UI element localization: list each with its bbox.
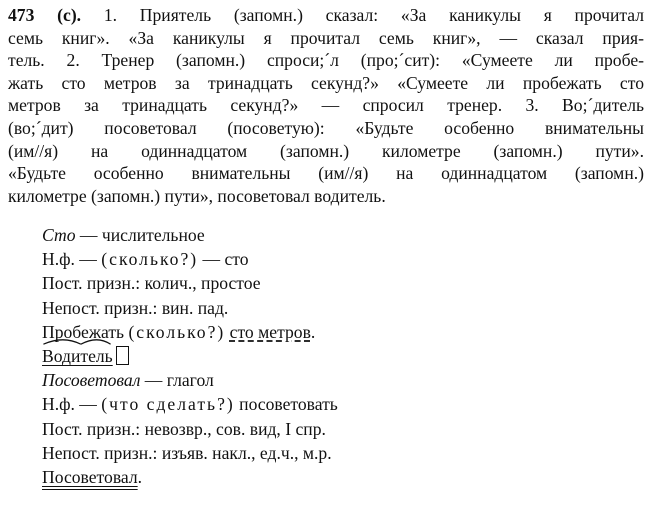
analysis-row-voditel xyxy=(42,344,642,368)
word-analysis xyxy=(42,223,642,489)
text-line-4: жать сто метров за тринадцать секунд?» «Сумеете ли пробежать сто xyxy=(8,72,644,93)
posovetoval-double-underline: Посоветовал xyxy=(42,467,138,488)
analysis-row-sto: Сто — числительное xyxy=(42,225,205,245)
text-line-9: километре (запомн.) пути», посоветовал водитель. xyxy=(8,185,386,206)
text-line-5: метров за тринадцать секунд?» — спросил тренер. 3. Во;´дитель xyxy=(8,95,644,116)
exercise-text xyxy=(8,4,644,207)
analysis-row-posov: Посоветовал — глагол xyxy=(42,370,214,391)
analysis-row-post: Пост. призн.: колич., простое xyxy=(42,273,261,294)
exercise-number: 473 (с). xyxy=(8,5,82,25)
text-line-6: (во;´дит) посоветовал (посоветую): «Будьте особенно внимательны xyxy=(8,117,644,138)
sto-metrov-underline: сто метров xyxy=(229,321,311,342)
analysis-row-nepost2: Непост. призн.: изъяв. накл., ед.ч., м.р. xyxy=(42,442,332,463)
text-line-3: тель. 2. Тренер (запомн.) спроси;´л (про;´сит): «Сумеете ли пробе- xyxy=(8,50,644,71)
analysis-row-probezhat: Пробежать (сколько?) сто метров. xyxy=(42,321,316,342)
voditel-morpheme: Водитель xyxy=(42,344,113,368)
root-arc-icon xyxy=(42,337,113,345)
analysis-row-nepost: Непост. призн.: вин. пад. xyxy=(42,297,229,318)
text-line-2: семь книг». «За каникулы я прочитал семь книг», — сказал прия- xyxy=(8,27,644,48)
text-line-7: (им//я) на одиннадцатом (запомн.) километре (запомн.) пути». xyxy=(8,140,644,161)
text-line-1: 473 (с). 1. Приятель (запомн.) сказал: «За каникулы я прочитал xyxy=(8,5,645,25)
ending-box-icon xyxy=(116,346,129,365)
analysis-row-post2: Пост. призн.: невозвр., сов. вид, I спр. xyxy=(42,418,326,439)
analysis-row-posov-final: Посоветовал. xyxy=(42,467,143,488)
text-line-8: «Будьте особенно внимательны (им//я) на одиннадцатом (запомн.) xyxy=(8,163,644,184)
analysis-row-nf: Н.ф. — (сколько?) — сто xyxy=(42,249,249,270)
analysis-row-nf2: Н.ф. — (что сделать?) посоветовать xyxy=(42,394,338,415)
